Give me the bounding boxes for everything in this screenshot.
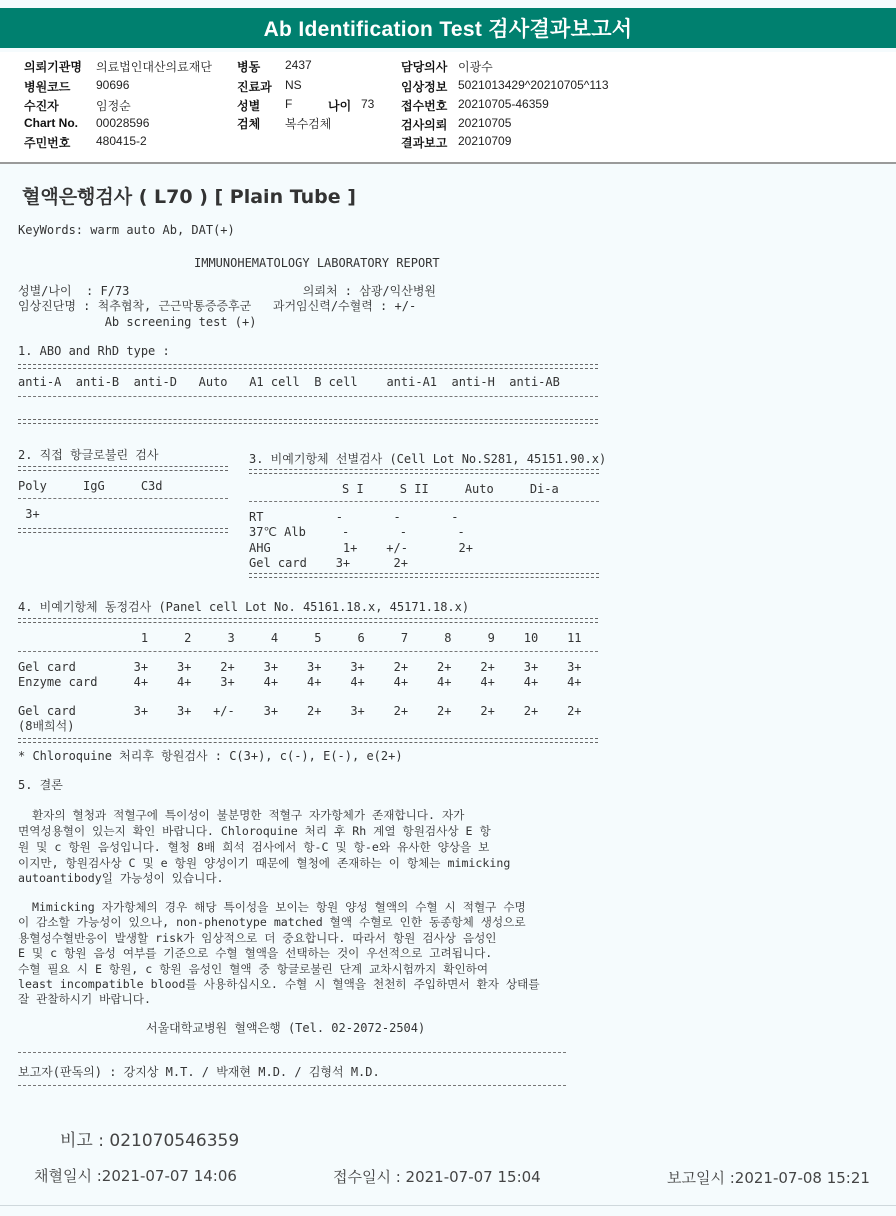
receipt-no-label: 접수번호: [401, 99, 448, 113]
conclusion-line: 수혈 필요 시 E 항원, c 항원 음성인 혈액 중 항글로불린 단계 교차시험까지 확인하여: [18, 962, 489, 976]
separator: [249, 501, 599, 502]
panel-row: (8배희석): [18, 719, 75, 733]
age-label: 나이: [328, 99, 352, 113]
ward-label: 병동: [237, 60, 261, 74]
bottom-divider: [0, 1205, 896, 1206]
chart-no-value: 00028596: [96, 116, 150, 130]
specimen-value: 복수검체: [285, 117, 332, 131]
separator: [249, 469, 599, 474]
reported-datetime: 보고일시 :2021-07-08 15:21: [667, 1169, 870, 1187]
doctor-value: 이광수: [458, 60, 493, 74]
conclusion-line: E 및 c 항원 음성 여부를 기준으로 수혈 혈액을 선택하는 것이 우선적으로 고려됩니다.: [18, 946, 493, 960]
test-request-label: 검사의뢰: [401, 118, 448, 132]
separator: [18, 498, 228, 499]
dept-value: NS: [285, 78, 302, 92]
test-request-value: 20210705: [458, 116, 512, 130]
received-datetime: 접수일시 : 2021-07-07 15:04: [333, 1168, 541, 1186]
conclusion-line: 용혈성수혈반응이 발생할 risk가 임상적으로 더 중요합니다. 따라서 항원 검사상 음성인: [18, 931, 497, 945]
separator: [18, 396, 598, 397]
separator: [18, 1085, 566, 1086]
screen-row: RT - - -: [249, 510, 459, 524]
screening-line: Ab screening test (+): [18, 315, 257, 329]
patient-header: [0, 52, 896, 164]
panel-title: 4. 비예기항체 동정검사 (Panel cell Lot No. 45161.18.x, 45171.18.x): [18, 600, 470, 614]
separator: [18, 364, 598, 369]
conclusion-line: 면역성용혈이 있는지 확인 바랍니다. Chloroquine 처리 후 Rh 계열 항원검사상 E 항: [18, 824, 491, 838]
report-title: Ab Identification Test 검사결과보고서: [0, 8, 896, 48]
conclusion-line: 이지만, 항원검사상 C 및 e 항원 양성이기 때문에 혈청에 존재하는 이 항체는 mimicking: [18, 856, 511, 870]
dept-label: 진료과: [237, 80, 272, 94]
resident-no-label: 주민번호: [24, 136, 71, 150]
conclusion-line: autoantibody일 가능성이 있습니다.: [18, 871, 224, 885]
keywords-line: KeyWords: warm auto Ab, DAT(+): [18, 223, 235, 237]
section-title: 혈액은행검사 ( L70 ) [ Plain Tube ]: [22, 186, 356, 208]
conclusion-line: 원 및 c 항원 음성입니다. 혈청 8배 희석 검사에서 항-C 및 항-e와 유사한 양상을 보: [18, 840, 490, 854]
separator: [18, 651, 598, 652]
screen-row: 37℃ Alb - - -: [249, 525, 465, 539]
chloroquine-note: * Chloroquine 처리후 항원검사 : C(3+), c(-), E(-), e(2+): [18, 749, 403, 763]
hospital-code-value: 90696: [96, 78, 130, 92]
resident-no-value: 480415-2: [96, 134, 147, 148]
clinical-info-value: 5021013429^20210705^113: [458, 78, 609, 92]
panel-header: 1 2 3 4 5 6 7 8 9 10 11: [18, 631, 582, 645]
result-report-label: 결과보고: [401, 136, 448, 150]
ward-value: 2437: [285, 58, 312, 72]
sex-value: F: [285, 97, 293, 111]
panel-row: Gel card 3+ 3+ 2+ 3+ 3+ 3+ 2+ 2+ 2+ 3+ 3+: [18, 660, 582, 674]
reporter-line: 보고자(판독의) : 강지상 M.T. / 박재현 M.D. / 김형석 M.D.: [18, 1065, 380, 1079]
doctor-label: 담당의사: [401, 60, 448, 74]
institution-value: 의료법인대산의료재단: [96, 60, 212, 74]
screen-row: Gel card 3+ 2+: [249, 556, 408, 570]
lab-report-title: IMMUNOHEMATOLOGY LABORATORY REPORT: [194, 256, 440, 270]
separator: [18, 419, 598, 424]
dat-header: Poly IgG C3d: [18, 479, 163, 493]
separator: [18, 1052, 566, 1053]
receipt-no-value: 20210705-46359: [458, 97, 549, 111]
remark: 비고 : 021070546359: [60, 1131, 240, 1151]
recipient-label: 수진자: [24, 99, 59, 113]
conclusion-line: 환자의 혈청과 적혈구에 특이성이 불분명한 적혈구 자가항체가 존재합니다. 자가: [18, 808, 465, 822]
screen-header: S I S II Auto Di-a: [342, 482, 559, 496]
specimen-label: 검체: [237, 117, 261, 131]
hospital-code-label: 병원코드: [24, 80, 71, 94]
dat-value: 3+: [18, 507, 40, 521]
panel-row: Gel card 3+ 3+ +/- 3+ 2+ 3+ 2+ 2+ 2+ 2+ 2+: [18, 704, 582, 718]
recipient-value: 임정순: [96, 99, 131, 113]
separator: [18, 618, 598, 623]
sex-age-line: 성별/나이 : F/73 의뢰처 : 삼광/익산병원: [18, 284, 437, 298]
clinical-info-label: 임상정보: [401, 80, 448, 94]
age-value: 73: [361, 97, 375, 111]
separator: [18, 528, 228, 533]
panel-row: Enzyme card 4+ 4+ 3+ 4+ 4+ 4+ 4+ 4+ 4+ 4+ 4+: [18, 675, 582, 689]
abo-header: anti-A anti-B anti-D Auto A1 cell B cell anti-A1 anti-H anti-AB: [18, 375, 560, 389]
dat-title: 2. 직접 항글로불린 검사: [18, 448, 159, 462]
separator: [18, 738, 598, 743]
separator: [18, 466, 228, 471]
conclusion-line: Mimicking 자가항체의 경우 해당 특이성을 보이는 항원 양성 혈액의 수혈 시 적혈구 수명: [18, 900, 526, 914]
abo-title: 1. ABO and RhD type :: [18, 344, 170, 358]
conclusion-line: 이 감소할 가능성이 있으나, non-phenotype matched 혈액 수혈로 인한 동종항체 생성으로: [18, 915, 526, 929]
conclusion-title: 5. 결론: [18, 778, 63, 792]
chart-no-label: Chart No.: [24, 116, 78, 130]
sex-label: 성별: [237, 99, 261, 113]
screen-row: AHG 1+ +/- 2+: [249, 541, 473, 555]
separator: [249, 573, 599, 578]
collected-datetime: 채혈일시 :2021-07-07 14:06: [34, 1167, 237, 1185]
result-report-value: 20210709: [458, 134, 512, 148]
conclusion-line: least incompatible blood를 사용하십시오. 수혈 시 혈액을 천천히 주입하면서 환자 상태를: [18, 977, 540, 991]
conclusion-line: 잘 관찰하시기 바랍니다.: [18, 992, 151, 1006]
diagnosis-line: 임상진단명 : 척추협착, 근근막통증증후군 과거임신력/수혈력 : +/-: [18, 299, 417, 313]
screen-title: 3. 비예기항체 선별검사 (Cell Lot No.S281, 45151.90.x): [249, 452, 607, 466]
hospital-contact: 서울대학교병원 혈액은행 (Tel. 02-2072-2504): [146, 1021, 426, 1035]
institution-label: 의뢰기관명: [24, 60, 82, 74]
